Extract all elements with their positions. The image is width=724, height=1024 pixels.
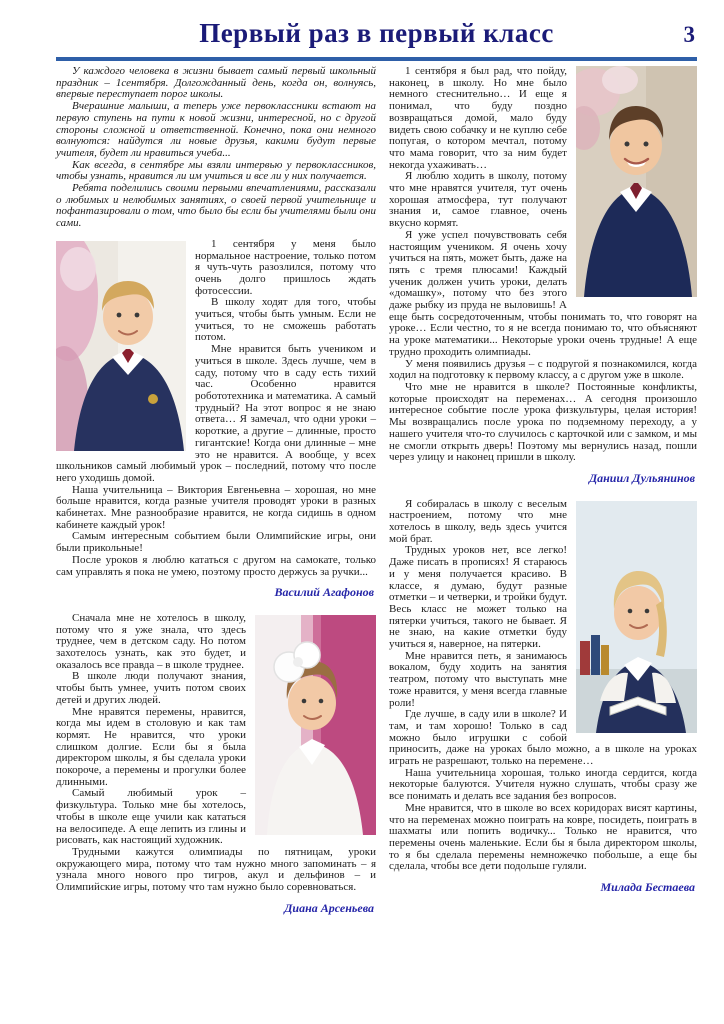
article-paragraph: 1 сентября у меня было нормальное настроение, только потом я чуть-чуть разозлился, потому что очень долго пришлось ждать фотосессии. <box>195 237 376 297</box>
article-paragraph: Где лучше, в саду или в школе? И там, и там хорошо! Только в сад можно было игрушки с собой приносить, даже на уроках было можно, а в школе на уроках играть не разрешают, только на перемене… <box>389 708 697 768</box>
byline-milada-bestaeva: Милада Бестаева <box>600 880 695 895</box>
article-paragraph: Самый любимый урок – физкультура. Только мне бы хотелось, чтобы в школе еще учили как кататься на велосипеде. А еще лепить из глины и рисовать, как настоящий художник. <box>56 787 246 847</box>
article-diana <box>56 613 376 915</box>
intro-paragraph: Вчерашние малыши, а теперь уже первоклассники встают на первую ступень на пути к новой жизни, интересной, но с другой стороны сложной и ответственной. Конечно, пока они немного волнуются: найдутся ли новые друзья, какими будут первые учителя, будет ли нравиться учеба... <box>56 100 376 159</box>
article-paragraph: Трудных уроков нет, все легко! Даже писать в прописях! Я стараюсь и у меня получается красиво. В классе, я думаю, будут разные отметки – и четверки, и тройки будут. Весь класс не может только на пятерки учиться, такого не бывает. Я не знаю, на какие отметки буду учиться я, наверное, на пятерки. <box>389 544 567 651</box>
page-header <box>56 16 697 56</box>
article-paragraph: Самым интересным событием были Олимпийские игры, они были прикольные! <box>56 530 376 555</box>
article-paragraph: Мне нравится, что в школе во всех коридорах висят картины, что на переменах можно поиграть на ковре, посидеть, поиграть в шахматы или попить водичку... Только не нравится, что перемены очень маленькие. Если бы я была директором школы, то я бы сделала перемены немножечко побольше, а еще бы сделала, чтобы все дети подольше гуляли. <box>389 801 697 873</box>
article-paragraph: У меня появились друзья – с подругой я познакомился, когда ходил на подготовку к первому классу, а с другом уже в школе. <box>389 357 697 382</box>
boy-portrait-illustration <box>576 66 697 297</box>
article-paragraph: Мне нравится петь, я занимаюсь вокалом, буду ходить на занятия театром, потому что выступать мне тоже нравится, у меня всегда главные роли! <box>389 649 567 709</box>
article-milada <box>389 499 697 894</box>
article-paragraph: 1 сентября я был рад, что пойду, наконец, в школу. Но мне было немного стеснительно… И еще я понимал, что буду поздно возвращаться домой, мало буду видеть свою собачку и не куплю себе попугая, о котором мечтал, потому что мама говорит, что за ним будет некогда ухаживать… <box>389 65 567 171</box>
article-paragraph: После уроков я люблю кататься с другом на самокате, только сам управлять я пока не умею, поэтому просто держусь за ручки... <box>56 553 376 578</box>
right-column <box>389 66 697 929</box>
page-title: Первый раз в первый класс <box>199 18 554 48</box>
photo-girl-white-bow <box>255 615 376 835</box>
photo-boy-blond-navy-cardigan <box>56 241 186 451</box>
article-paragraph: В школе люди получают знания, чтобы быть умнее, учить потом своих детей и других людей. <box>56 670 246 706</box>
article-paragraph: В школу ходят для того, чтобы учиться, чтобы быть умным. Если не учиться, то не сможешь работать потом. <box>195 296 376 344</box>
article-paragraph: Мне нравятся перемены, нравится, когда мы идем в столовую и как там кормят. Не нравится, что уроки слишком долгие. Если бы я была директором школы, я бы сделала уроки покороче, а перемены и прогулки более длинными. <box>56 705 246 788</box>
byline-diana-arsenyeva: Диана Арсеньева <box>284 900 374 915</box>
girl-portrait-illustration <box>255 615 376 835</box>
article-paragraph: Наша учительница – Виктория Евгеньевна – хорошая, но мне больше нравится, когда разные учителя проводят уроки в разных кабинетах. Мне разнообразие нравится, не когда сидишь в одном кабинете каждый урок! <box>56 483 376 531</box>
article-paragraph: Наша учительница хорошая, только иногда сердится, когда некоторые балуются. Учителя нужно слушать, чтобы сразу же все понимать и делать все задания без вопросов. <box>389 766 697 803</box>
byline-vasiliy-agafonov: Василий Агафонов <box>274 585 374 600</box>
intro-section <box>56 66 376 230</box>
article-daniil <box>389 66 697 485</box>
article-vasiliy <box>56 239 376 599</box>
header-divider-rule <box>56 57 697 61</box>
article-paragraph: Мне нравится быть учеником и учиться в школе. Здесь лучше, чем в саду, потому что в саду есть тихий час. Особенно нравится робототехника и математика. А самый трудный? На этот вопрос я не знаю ответа… Я замечал, что одни уроки – короткие, а другие – длинные, просто гигантские! Когда они длинные – мне это не нравится. А вообще, у всех школьников самый любимый урок – последний, потому что после него уходишь домой. <box>56 343 376 484</box>
photo-girl-braid-reading <box>576 501 697 733</box>
left-column <box>56 66 376 929</box>
article-paragraph: Что мне не нравится в школе? Постоянные конфликты, которые происходят на переменах… А сегодня произошло интересное событие после урока физкультуры, целая история! Мы возвращались после урока по подземному переходу, а у нашего учителя что-то случилось с карточкой или с замком, и мы не смогли открыть дверь! Поэтому мы вернулись назад, пошли через улицу и наконец пришли в школу. <box>389 380 697 464</box>
intro-paragraph: Ребята поделились своими первыми впечатлениями, рассказали о любимых и нелюбимых занятиях, о своей первой учительнице и пофантазировали о том, что было бы если бы учителями были они сами. <box>56 182 376 230</box>
article-paragraph: Трудными кажутся олимпиады по пятницам, уроки окружающего мира, потому что там нужно много запоминать – я узнала много нового про тигров, акул и дельфинов – и Олимпийские игры, потому что там нужно было соревноваться. <box>56 846 376 894</box>
article-paragraph: Я собиралась в школу с веселым настроением, потому что мне хотелось в школу, ведь здесь учится мой брат. <box>389 497 567 545</box>
page-content <box>56 66 697 929</box>
article-paragraph: Я уже успел почувствовать себя настоящим учеником. Я очень хочу учиться на пять, может быть, даже на пять с тремя плюсами! Каждый ученик должен учить уроки, делать «домашку», потому что без этого даже рыбку из пруда не выловишь! А еще быть сосредоточенным, чтобы понимать то, что говорят на уроке… Если честно, то я не всегда понимаю то, что объясняют на уроке математики... Некоторые уроки очень трудные! А еще трудно проходить олимпиады. <box>389 228 697 358</box>
page-number: 3 <box>683 22 695 47</box>
article-paragraph: Сначала мне не хотелось в школу, потому что я уже знала, что здесь труднее, чем в детском саду. Но потом захотелось узнать, как это будет, и оказалось все правда – в школе труднее. <box>56 611 246 671</box>
intro-paragraph: У каждого человека в жизни бывает самый первый школьный праздник – 1сентября. Долгожданный день, когда он, волнуясь, впервые переступает порог школы. <box>56 65 376 101</box>
article-paragraph: Я люблю ходить в школу, потому что мне нравятся учителя, тут очень хорошая атмосфера, тут получают знания и, самое главное, очень вкусно кормят. <box>389 170 567 230</box>
boy-portrait-illustration <box>56 241 186 451</box>
photo-boy-navy-uniform <box>576 66 697 297</box>
byline-daniil-dulyaninov: Даниил Дульянинов <box>588 470 695 485</box>
intro-paragraph: Как всегда, в сентябре мы взяли интервью у первоклассников, чтобы узнать, нравится ли им учиться и все ли у них получается. <box>56 158 376 183</box>
girl-reading-illustration <box>576 501 697 733</box>
